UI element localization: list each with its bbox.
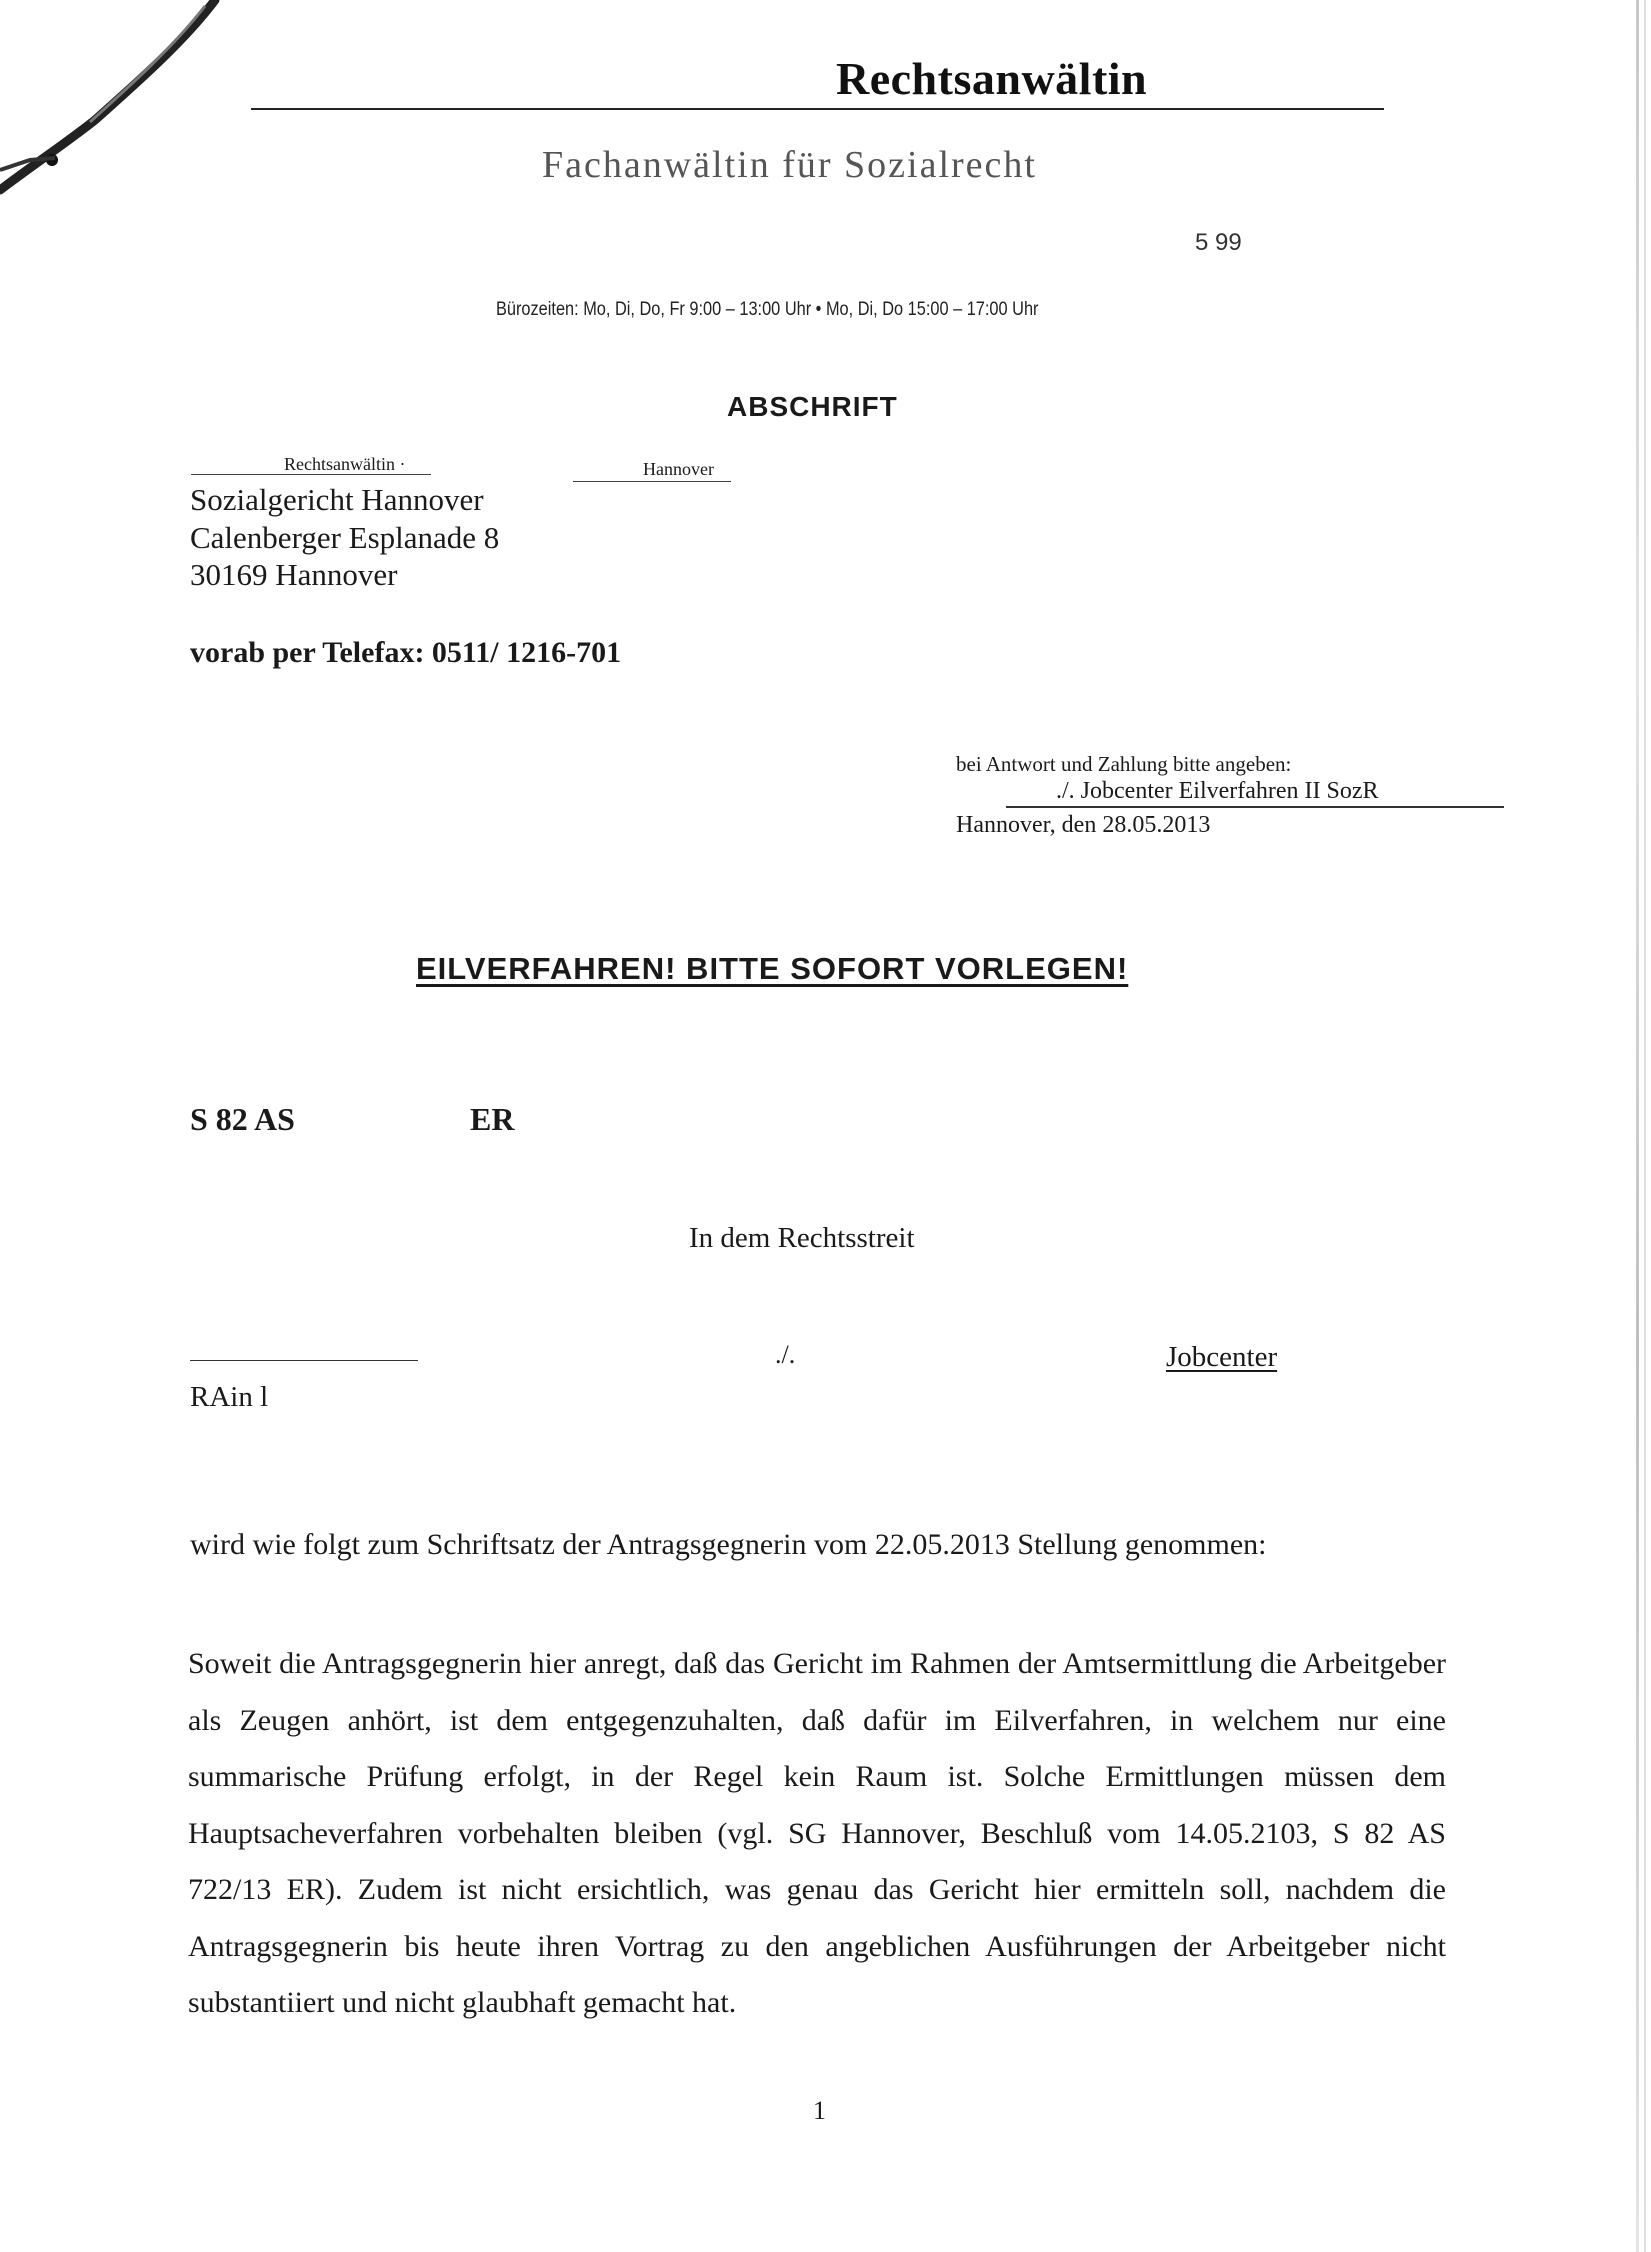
reference-value: ./. Jobcenter Eilverfahren II SozR <box>1056 778 1379 804</box>
page-number: 1 <box>813 2096 826 2125</box>
case-number-suffix: ER <box>470 1101 515 1137</box>
party-rule <box>190 1360 418 1361</box>
fax-line: vorab per Telefax: 0511/ 1216-701 <box>190 636 622 669</box>
opponent-party: Jobcenter <box>1166 1341 1278 1373</box>
sender-rule <box>573 481 731 482</box>
reference-hint: bei Antwort und Zahlung bitte angeben: <box>956 752 1292 776</box>
letterhead-rule <box>251 108 1384 110</box>
sender-city: Hannover <box>643 459 714 479</box>
scan-edge <box>1644 0 1646 2252</box>
letterhead-phone: 5 99 <box>1195 229 1242 256</box>
office-hours: Bürozeiten: Mo, Di, Do, Fr 9:00 – 13:00 Uhr • Mo, Di, Do 15:00 – 17:00 Uhr <box>496 299 1039 320</box>
legal-dispute-heading: In dem Rechtsstreit <box>689 1222 915 1254</box>
urgent-notice: EILVERFAHREN! BITTE SOFORT VORLEGEN! <box>416 951 1129 986</box>
reference-rule <box>1006 806 1504 808</box>
staple-scratch-mark <box>0 0 240 230</box>
body-text: Soweit die Antragsgegnerin hier anregt, daß das Gericht im Rahmen der Amtsermittlung die Arbeitgeber als Zeugen anhört, ist dem entgegenzuhalten, daß dafür im Eilverfahren, in welchem nur eine summarische Prüfung erfolgt, in der Regel kein Raum ist. Solche Ermittlungen müssen dem Hauptsacheverfahren vorbehalten bleiben (vgl. SG Hannover, Beschluß vom 14.05.2103, S 82 AS 722/13 ER). Zudem ist nicht ersichtlich, was genau das Gericht hier ermitteln soll, nachdem die Antragsgegnerin bis heute ihren Vortrag zu den angeblichen Ausführungen der Arbeitgeber nicht substantiiert und nicht glaubhaft gemacht hat. <box>188 1647 1446 2019</box>
letter-date: Hannover, den 28.05.2013 <box>956 812 1211 838</box>
recipient-line: Sozialgericht Hannover <box>190 482 484 517</box>
recipient-line: Calenberger Esplanade 8 <box>190 520 500 555</box>
copy-label: ABSCHRIFT <box>727 391 898 422</box>
letterhead-title: Rechtsanwältin <box>836 53 1148 104</box>
scan-edge <box>1636 0 1639 2252</box>
body-paragraph <box>188 1636 1446 2032</box>
letterhead-subtitle: Fachanwältin für Sozialrecht <box>542 144 1037 186</box>
intro-sentence: wird wie folgt zum Schriftsatz der Antragsgegnerin vom 22.05.2013 Stellung genommen: <box>190 1528 1267 1561</box>
case-number-prefix: S 82 AS <box>190 1101 295 1137</box>
recipient-line: 30169 Hannover <box>190 557 398 592</box>
party-separator: ./. <box>775 1340 796 1369</box>
sender-name: Rechtsanwältin · <box>284 454 406 474</box>
counsel: RAin l <box>190 1381 269 1413</box>
